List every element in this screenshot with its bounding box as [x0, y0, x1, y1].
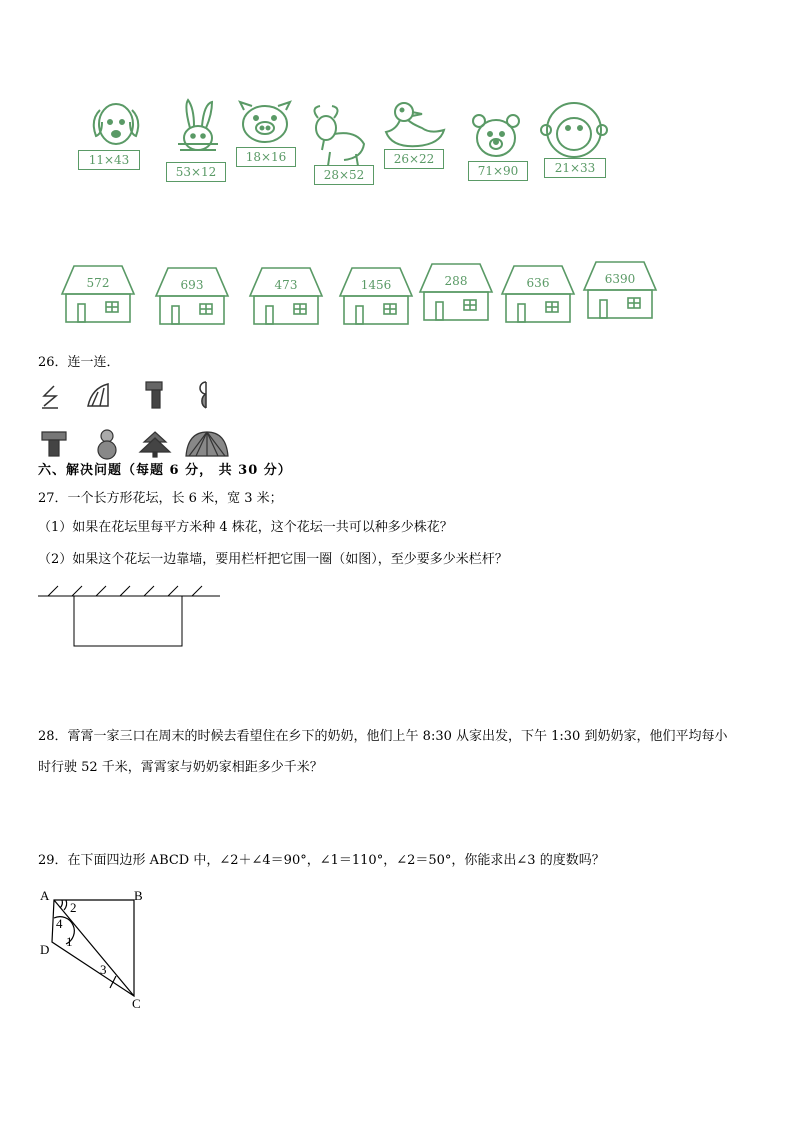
umbrella-icon [184, 430, 230, 458]
angle-3-label: 3 [100, 962, 107, 977]
house-number: 288 [444, 274, 468, 288]
house-2 [152, 266, 232, 326]
zigzag-icon [40, 384, 60, 410]
house-number: 572 [86, 276, 110, 290]
q28-line1: 28．霄霄一家三口在周末的时候去看望住在乡下的奶奶，他们上午 8:30 从家出发，下午 1:30 到奶奶家，他们平均每小 [38, 729, 728, 744]
rabbit-icon [172, 98, 224, 164]
vertex-c-label: C [132, 996, 141, 1011]
q29-stem: 29．在下面四边形 ABCD 中，∠2＋∠4＝90°，∠1＝110°，∠2＝50°，你能求出∠3 的度数吗？ [38, 853, 605, 868]
monkey-icon [540, 100, 608, 162]
angle-1-label: 1 [66, 934, 73, 949]
tree-icon [138, 430, 172, 458]
house-5 [416, 262, 496, 322]
dog-icon [88, 98, 144, 150]
house-4 [336, 266, 416, 326]
house-number: 6390 [604, 272, 636, 286]
house-number: 636 [526, 276, 550, 290]
pig-sign: 18×16 [236, 147, 296, 167]
q26-title: 26．连一连． [38, 355, 120, 370]
vertex-b-label: B [134, 888, 143, 903]
snowman-icon [94, 428, 120, 460]
house-6 [498, 264, 578, 324]
duck-icon [382, 100, 448, 152]
half-umbrella-icon [86, 382, 114, 408]
q27-part2: （2）如果这个花坛一边靠墙，要用栏杆把它围一圈（如图），至少要多少米栏杆？ [38, 552, 508, 567]
q27-part1: （1）如果在花坛里每平方米种 4 株花，这个花坛一共可以种多少株花？ [38, 520, 453, 535]
house-7 [580, 260, 660, 320]
house-1 [58, 264, 138, 324]
dog-sign: 11×43 [78, 150, 140, 170]
mushroom-icon [40, 430, 68, 458]
duck-sign: 26×22 [384, 149, 444, 169]
goat-icon [306, 104, 372, 170]
rabbit-sign: 53×12 [166, 162, 226, 182]
goat-sign: 28×52 [314, 165, 374, 185]
angle-4-label: 4 [56, 916, 63, 931]
half-snowman-icon [196, 380, 212, 410]
vertex-a-label: A [40, 888, 50, 903]
q28-line2: 时行驶 52 千米，霄霄家与奶奶家相距多少千米？ [38, 760, 323, 775]
vertex-d-label: D [40, 942, 50, 957]
q27-stem: 27．一个长方形花坛，长 6 米，宽 3 米； [38, 491, 283, 506]
flower-bed-figure [36, 582, 222, 652]
house-3 [246, 266, 326, 326]
monkey-sign: 21×33 [544, 158, 606, 178]
half-mushroom-icon [144, 380, 166, 410]
house-number: 473 [274, 278, 298, 292]
quadrilateral-figure [36, 884, 156, 1014]
house-number: 1456 [360, 278, 392, 292]
section-6-title: 六、解决问题（每题 6 分， 共 30 分） [38, 463, 292, 478]
bear-icon [470, 112, 522, 160]
house-number: 693 [180, 278, 204, 292]
angle-2-label: 2 [70, 900, 77, 915]
pig-icon [236, 100, 294, 148]
bear-sign: 71×90 [468, 161, 528, 181]
